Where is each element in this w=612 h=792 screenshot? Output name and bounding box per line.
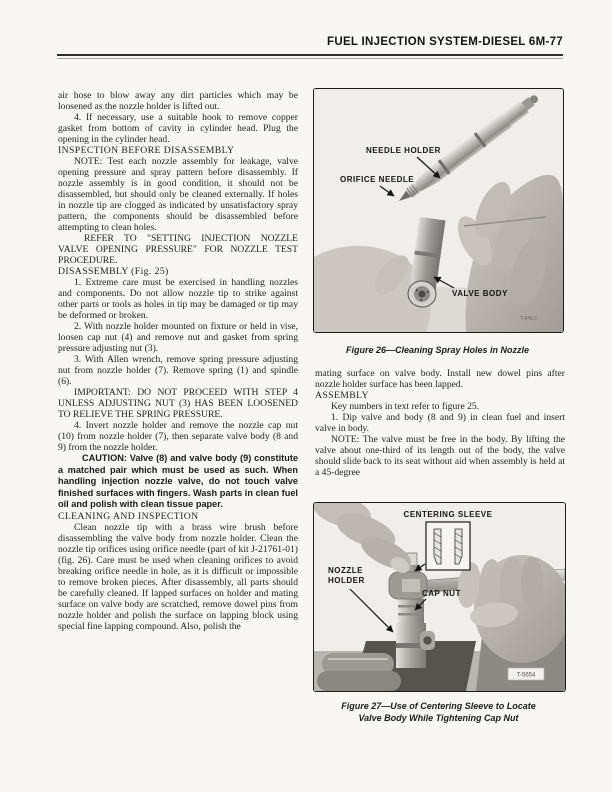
figure-27-caption-line2: Valve Body While Tightening Cap Nut — [358, 712, 519, 723]
figure-26-illustration — [314, 89, 563, 332]
needle-holder-label: NEEDLE HOLDER — [366, 146, 441, 155]
caution-paragraph: CAUTION: Valve (8) and valve body (9) constitute a matched pair which must be used as such. When handling injection nozzle valve, do not touch valve finished surfaces with fingers. Wash parts in clean fuel oil and polish with clean tissue paper. — [58, 453, 298, 509]
section-heading: CLEANING AND INSPECTION — [58, 510, 199, 522]
cap-nut-label: CAP NUT — [422, 589, 461, 598]
paragraph: NOTE: Test each nozzle assembly for leakage, valve opening pressure and spray pattern before disassembly. If nozzle assembly is in good condition, it should not be disassembled, but should only be cleaned externally. If holes in nozzle tip are clogged as indicated by unsatisfactory spray pattern, the components should be disassembled before attempting to clean holes. — [58, 156, 298, 233]
left-column — [58, 90, 298, 632]
centering-sleeve-label: CENTERING SLEEVE — [403, 510, 493, 519]
paragraph: 1. Extreme care must be exercised in handling nozzles and components. Do not allow nozzle tip to strike against other parts or tools as holes in tip may be damaged or tip may be deformed or broken. — [58, 277, 298, 321]
figure-27-caption — [313, 701, 564, 724]
figure-27-illustration — [314, 503, 565, 691]
figure-27-caption-line1: Figure 27—Use of Centering Sleeve to Locate — [341, 701, 536, 711]
figure-26-caption: Figure 26—Cleaning Spray Holes in Nozzle — [345, 345, 530, 355]
paragraph: 3. With Allen wrench, remove spring pressure adjusting nut from nozzle holder (7). Remove spring (1) and spindle (6). — [58, 354, 298, 387]
paragraph: 4. If necessary, use a suitable hook to remove copper gasket from bottom of cavity in cylinder head. Plug the opening in the cylinder head. — [58, 112, 298, 145]
figure-27-photo — [313, 502, 566, 692]
paragraph: Key numbers in text refer to figure 25. — [331, 401, 480, 412]
photo-id: T-5654 — [516, 672, 536, 679]
valve-body-label: VALVE BODY — [452, 289, 508, 298]
nozzle-holder-label-line2: HOLDER — [328, 576, 365, 585]
section-heading: INSPECTION BEFORE DISASSEMBLY — [58, 145, 235, 156]
paragraph: mating surface on valve body. Install new dowel pins after nozzle holder surface has been lapped. — [315, 368, 565, 390]
page-header-title: FUEL INJECTION SYSTEM-DIESEL 6M-77 — [327, 36, 563, 48]
right-column — [315, 368, 565, 478]
paragraph: 1. Dip valve and body (8 and 9) in clean fuel and insert valve in body. — [315, 412, 565, 434]
photo-id: T-840-1 — [520, 316, 538, 322]
paragraph: 2. With nozzle holder mounted on fixture or held in vise, loosen cap nut (4) and remove nut and gasket from spring pressure adjusting nut (3). — [58, 321, 298, 354]
section-heading: ASSEMBLY — [315, 390, 369, 401]
vise-cylinder-lower — [317, 671, 401, 691]
paragraph: air hose to blow away any dirt particles which may be loosened as the nozzle holder is lifted out. — [58, 90, 298, 112]
header-rule-shadow — [57, 58, 563, 59]
header-rule — [57, 54, 563, 56]
paragraph: REFER TO "SETTING INJECTION NOZZLE VALVE OPENING PRESSURE" FOR NOZZLE TEST PROCEDURE. — [58, 233, 298, 266]
orifice-needle-label: ORIFICE NEEDLE — [340, 175, 415, 184]
photo-id-box — [508, 668, 544, 680]
paragraph: IMPORTANT: DO NOT PROCEED WITH STEP 4 UNLESS ADJUSTING NUT (3) HAS BEEN LOOSENED TO RELIEVE THE SPRING PRESSURE. — [58, 387, 298, 420]
section-heading: DISASSEMBLY (Fig. 25) — [58, 266, 169, 277]
paragraph: NOTE: The valve must be free in the body. By lifting the valve about one-third of its length out of the body, the valve should slide back to its seat without aid when assembly is held at a 45-degree — [315, 434, 565, 478]
nozzle-holder-label-line1: NOZZLE — [328, 566, 363, 575]
figure-26-photo — [313, 88, 564, 333]
paragraph: 4. Invert nozzle holder and remove the nozzle cap nut (10) from nozzle holder (7), then separate valve body (8 and 9) from the nozzle holder. — [58, 420, 298, 453]
paragraph: Clean nozzle tip with a brass wire brush before disassembling the valve body from nozzle holder. Clean the nozzle tip orifices using orifice needle (part of kit J-21761-01) (fig. 26). Care must be used when cleaning orifices to avoid breaking orifice needle in hole, as it is difficult or impossible to remove broken pieces. After disassembly, all parts should be carefully cleaned. If lapped surfaces on holder and mating surface on valve body are scratched, remove dowel pins from nozzle holder and polish the surface on lapping block using special fine lapping compound. Also, polish the — [58, 521, 298, 632]
